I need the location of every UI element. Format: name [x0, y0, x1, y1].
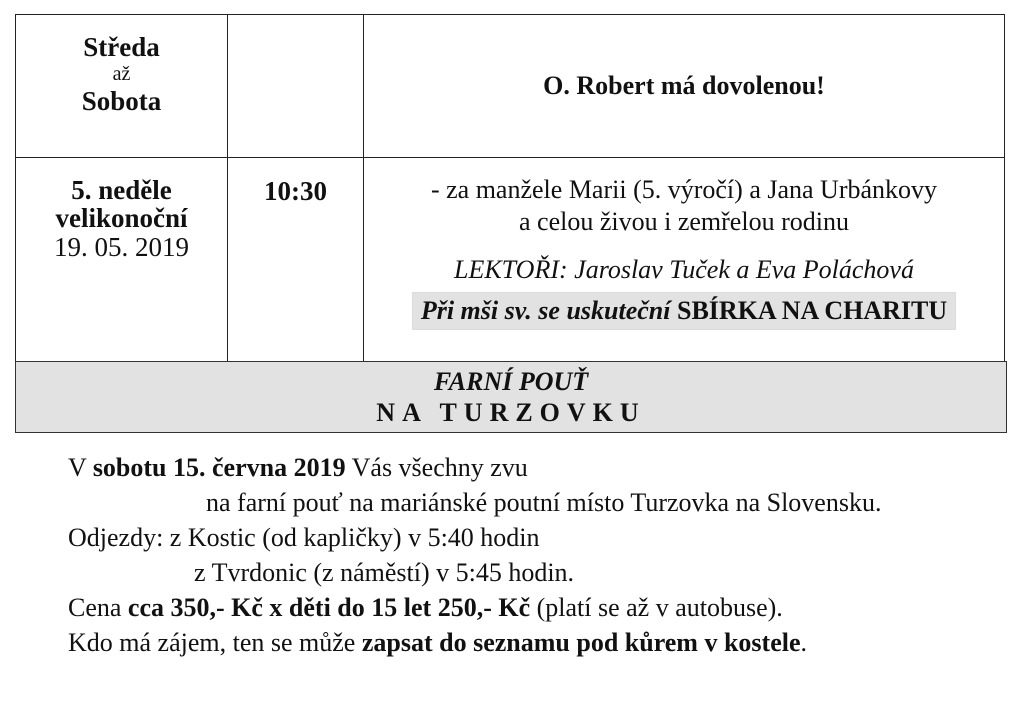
banner-title-line1: FARNÍ POUŤ [433, 367, 589, 396]
invite-date: sobotu 15. června 2019 [92, 453, 346, 482]
day-end: Sobota [81, 86, 162, 116]
departure-line-1: Odjezdy: z Kostic (od kapličky) v 5:40 hodin [68, 523, 540, 552]
price-prefix: Cena [68, 593, 128, 622]
sunday-name-line1: 5. neděle [71, 175, 172, 205]
signup-line [68, 625, 1013, 660]
collection-highlight: SBÍRKA NA CHARITU [677, 296, 948, 325]
signup-place: zapsat do seznamu pod kůrem v kostele [361, 628, 801, 657]
day-cell [16, 158, 228, 373]
mass-schedule-table [15, 14, 1005, 373]
collection-notice [412, 292, 956, 330]
intention-line1: - za manžele Marii (5. výročí) a Jana Urbánkovy [430, 175, 938, 204]
vacation-notice: O. Robert má dovolenou! [364, 15, 1005, 158]
lectors-line: LEKTOŘI: Jaroslav Tuček a Eva Poláchová [454, 255, 914, 284]
schedule-row-weekdays [16, 15, 1005, 158]
time-cell-empty [228, 15, 364, 158]
schedule-row-sunday [16, 158, 1005, 373]
day-cell [16, 15, 228, 158]
invite-suffix: Vás všechny zvu [345, 453, 528, 482]
signup-suffix: . [800, 628, 808, 657]
collection-prefix: Při mši sv. se uskuteční [420, 296, 677, 325]
intention-line2: a celou živou i zemřelou rodinu [519, 207, 849, 236]
pilgrimage-details [68, 450, 1013, 660]
price-value: cca 350,- Kč x děti do 15 let 250,- Kč [127, 593, 531, 622]
pilgrimage-banner [15, 361, 1007, 433]
mass-time: 10:30 [228, 158, 364, 373]
price-suffix: (platí se až v autobuse). [530, 593, 783, 622]
departure-line-2: z Tvrdonic (z náměstí) v 5:45 hodin. [194, 558, 575, 587]
price-line [68, 590, 1013, 625]
banner-title-line2: NA TURZOVKU [376, 398, 646, 427]
mass-intention-cell [364, 158, 1005, 373]
signup-prefix: Kdo má zájem, ten se může [68, 628, 362, 657]
sunday-name-line2: velikonoční [55, 203, 188, 233]
destination-line: na farní pouť na mariánské poutní místo Turzovka na Slovensku. [206, 488, 882, 517]
sunday-date: 19. 05. 2019 [54, 232, 189, 262]
invite-prefix: V [68, 453, 93, 482]
day-connector: až [112, 63, 131, 85]
day-start: Středa [83, 32, 160, 62]
invite-line [68, 450, 1013, 485]
